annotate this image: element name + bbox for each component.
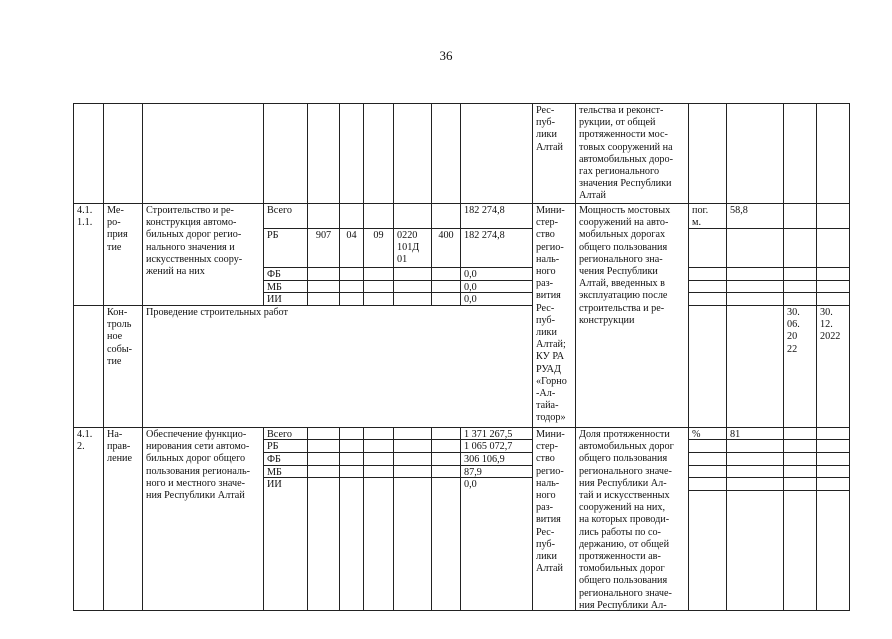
pr-cell	[363, 203, 394, 229]
empty-cell	[393, 452, 432, 466]
empty-cell	[783, 203, 817, 229]
csr-cell	[393, 267, 432, 281]
empty-cell	[339, 477, 364, 611]
responsible-cell: Мини- стер- ство регио- наль- ного раз- вития Рес- пуб- лики Алтай	[532, 427, 576, 611]
empty-cell	[339, 439, 364, 453]
empty-cell	[431, 103, 461, 204]
indicator-cell: Мощность мостовых сооружений на авто- мобильных дорогах общего пользования регионального зна- чения Республики Алтай, введенных в эксплуатацию после строительства и ре- конструкции	[575, 203, 689, 306]
vr-cell	[431, 292, 461, 306]
empty-cell	[73, 103, 104, 204]
empty-cell	[142, 103, 264, 204]
amount-cell: 1 371 267,5	[460, 427, 533, 440]
empty-cell	[688, 305, 727, 428]
amount-cell: 1 065 072,7	[460, 439, 533, 453]
source-label: ФБ	[263, 452, 308, 466]
empty-cell	[688, 439, 727, 453]
item-name: Обеспечение функцио- нирования сети автомо- бильных дорог общего пользования региональ- ного и местного значе- ния Республики Алтай	[142, 427, 264, 611]
source-label: ФБ	[263, 267, 308, 281]
empty-cell	[726, 452, 784, 466]
empty-cell	[726, 103, 784, 204]
responsible-cell: Мини- стер- ство регио- наль- ного раз- вития Рес- пуб- лики Алтай; КУ РА РУАД «Горно -Ал- тайа- тодор»	[532, 203, 576, 428]
empty-cell	[816, 203, 850, 229]
empty-cell	[726, 305, 784, 428]
empty-cell	[393, 477, 432, 611]
item-type: Кон- троль ное собы- тие	[103, 305, 143, 428]
empty-cell	[816, 477, 850, 491]
empty-cell	[307, 452, 340, 466]
empty-cell	[816, 103, 850, 204]
grbs-cell	[307, 267, 340, 281]
empty-cell	[73, 305, 104, 428]
value-cell: 58,8	[726, 203, 784, 229]
empty-cell	[816, 228, 850, 268]
amount-cell: 87,9	[460, 465, 533, 478]
source-label: ИИ	[263, 477, 308, 611]
rz-cell	[339, 267, 364, 281]
empty-cell	[263, 103, 308, 204]
empty-cell	[783, 267, 817, 281]
csr-cell	[393, 203, 432, 229]
control-event-name: Проведение строительных работ	[142, 305, 533, 428]
empty-cell	[726, 439, 784, 453]
empty-cell	[307, 439, 340, 453]
grbs-cell	[307, 292, 340, 306]
empty-cell	[816, 439, 850, 453]
empty-cell	[393, 439, 432, 453]
empty-cell	[688, 477, 727, 491]
empty-cell	[726, 292, 784, 306]
amount-cell: 182 274,8	[460, 228, 533, 268]
empty-cell	[339, 452, 364, 466]
csr-cell	[393, 292, 432, 306]
amount-cell: 182 274,8	[460, 203, 533, 229]
empty-cell	[339, 103, 364, 204]
pr-cell	[363, 267, 394, 281]
source-label: Всего	[263, 203, 308, 229]
empty-cell	[726, 477, 784, 491]
item-number: 4.1. 2.	[73, 427, 104, 611]
source-label: МБ	[263, 465, 308, 478]
empty-cell	[688, 452, 727, 466]
empty-cell	[363, 452, 394, 466]
empty-cell	[688, 490, 727, 611]
empty-cell	[431, 439, 461, 453]
empty-cell	[363, 477, 394, 611]
empty-cell	[460, 103, 533, 204]
date-end: 30. 12. 2022	[816, 305, 850, 428]
item-type: Ме- ро- прия тие	[103, 203, 143, 306]
responsible-cell: Рес- пуб- лики Алтай	[532, 103, 576, 204]
pr-cell: 09	[363, 228, 394, 268]
unit-cell: %	[688, 427, 727, 440]
amount-cell: 306 106,9	[460, 452, 533, 466]
empty-cell	[783, 292, 817, 306]
csr-cell: 0220 101Д 01	[393, 228, 432, 268]
item-number: 4.1. 1.1.	[73, 203, 104, 306]
empty-cell	[431, 477, 461, 611]
empty-cell	[363, 439, 394, 453]
empty-cell	[103, 103, 143, 204]
indicator-cell: Доля протяженности автомобильных дорог общего пользования регионального значе- ния Республики Ал- тай и искусственных сооружений на них, на которых проводи- лись работы по со- держанию, от общей протяженности ав- томобильных дорог общего пользования регионального значе- ния Республики Ал-	[575, 427, 689, 611]
empty-cell	[726, 228, 784, 268]
amount-cell: 0,0	[460, 292, 533, 306]
source-label: МБ	[263, 280, 308, 293]
empty-cell	[726, 267, 784, 281]
empty-cell	[307, 103, 340, 204]
grbs-cell	[307, 203, 340, 229]
empty-cell	[688, 228, 727, 268]
item-type: На- прав- ление	[103, 427, 143, 611]
empty-cell	[363, 103, 394, 204]
empty-cell	[783, 452, 817, 466]
empty-cell	[783, 439, 817, 453]
unit-cell: пог. м.	[688, 203, 727, 229]
empty-cell	[393, 103, 432, 204]
empty-cell	[688, 292, 727, 306]
date-start: 30. 06. 20 22	[783, 305, 817, 428]
indicator-cell: тельства и реконст- рукции, от общей протяженности мос- товых сооружений на автомобильных доро- гах регионального значения Республики Алтай	[575, 103, 689, 204]
pr-cell	[363, 292, 394, 306]
item-name: Строительство и ре- конструкция автомо- бильных дорог регио- нального значения и искусственных соору- жений на них	[142, 203, 264, 306]
amount-cell: 0,0	[460, 477, 533, 611]
empty-cell	[783, 228, 817, 268]
empty-cell	[688, 103, 727, 204]
grbs-cell: 907	[307, 228, 340, 268]
empty-cell	[307, 477, 340, 611]
source-label: РБ	[263, 228, 308, 268]
amount-cell: 0,0	[460, 267, 533, 281]
rz-cell	[339, 292, 364, 306]
empty-cell	[816, 452, 850, 466]
page-number: 36	[439, 48, 453, 63]
empty-cell	[816, 490, 850, 611]
indicator-cell-cont	[575, 305, 689, 428]
value-cell: 81	[726, 427, 784, 440]
source-label: Всего	[263, 427, 308, 440]
vr-cell	[431, 203, 461, 229]
rz-cell	[339, 203, 364, 229]
source-label: РБ	[263, 439, 308, 453]
empty-cell	[783, 490, 817, 611]
empty-cell	[816, 292, 850, 306]
source-label: ИИ	[263, 292, 308, 306]
vr-cell	[431, 267, 461, 281]
vr-cell: 400	[431, 228, 461, 268]
rz-cell: 04	[339, 228, 364, 268]
empty-cell	[783, 103, 817, 204]
empty-cell	[816, 267, 850, 281]
amount-cell: 0,0	[460, 280, 533, 293]
empty-cell	[726, 490, 784, 611]
empty-cell	[688, 267, 727, 281]
empty-cell	[783, 477, 817, 491]
empty-cell	[431, 452, 461, 466]
